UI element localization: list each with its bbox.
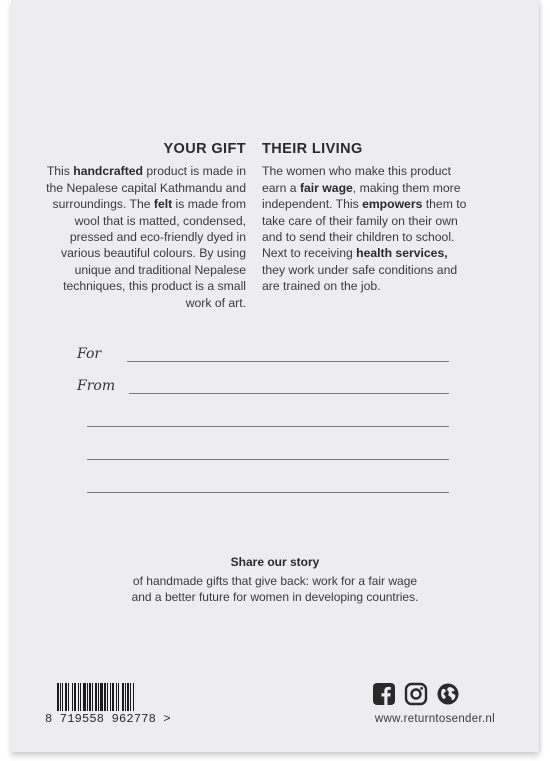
from-label: From	[77, 378, 116, 394]
facebook-icon[interactable]	[372, 682, 396, 706]
blank-line-1[interactable]	[77, 409, 449, 429]
barcode	[57, 683, 161, 711]
barcode-bar	[134, 683, 136, 711]
barcode-number: 8 719558 962778 >	[45, 712, 171, 726]
story-heading: Share our story	[230, 555, 320, 569]
write-line[interactable]	[87, 459, 449, 460]
story-line-1: of handmade gifts that give back: work for a fair wage	[132, 574, 418, 588]
website-url[interactable]: www.returntosender.nl	[374, 713, 495, 725]
social-icons	[372, 682, 460, 706]
write-line[interactable]	[87, 492, 449, 493]
your-gift-heading: YOUR GIFT	[163, 141, 246, 157]
their-living-heading: THEIR LIVING	[262, 141, 363, 157]
for-field[interactable]	[77, 344, 449, 364]
your-gift-column	[34, 141, 246, 311]
for-line[interactable]	[127, 361, 449, 362]
their-living-column	[262, 141, 474, 295]
story-line-2: and a better future for women in developing countries.	[131, 590, 419, 604]
their-living-text: The women who make this product earn a fair wage, making them more independent. This empowers them to take care of their family on their own and to send their children to school. Next to receiving health services, they work under safe conditions and are trained on the job.	[262, 164, 467, 294]
blank-line-2[interactable]	[77, 442, 449, 462]
from-line[interactable]	[129, 393, 449, 394]
instagram-icon[interactable]	[404, 682, 428, 706]
your-gift-text: This handcrafted product is made in the Nepalese capital Kathmandu and surroundings. The felt is made from wool that is matted, condensed, pressed and eco-friendly dyed in various beautiful colours. By using unique and traditional Nepalese techniques, this product is a small work of art.	[46, 164, 246, 310]
blank-line-3[interactable]	[77, 475, 449, 495]
for-label: For	[77, 346, 102, 362]
globe-icon[interactable]	[436, 682, 460, 706]
write-line[interactable]	[87, 426, 449, 427]
from-field[interactable]	[77, 376, 449, 396]
share-our-story	[11, 554, 539, 605]
